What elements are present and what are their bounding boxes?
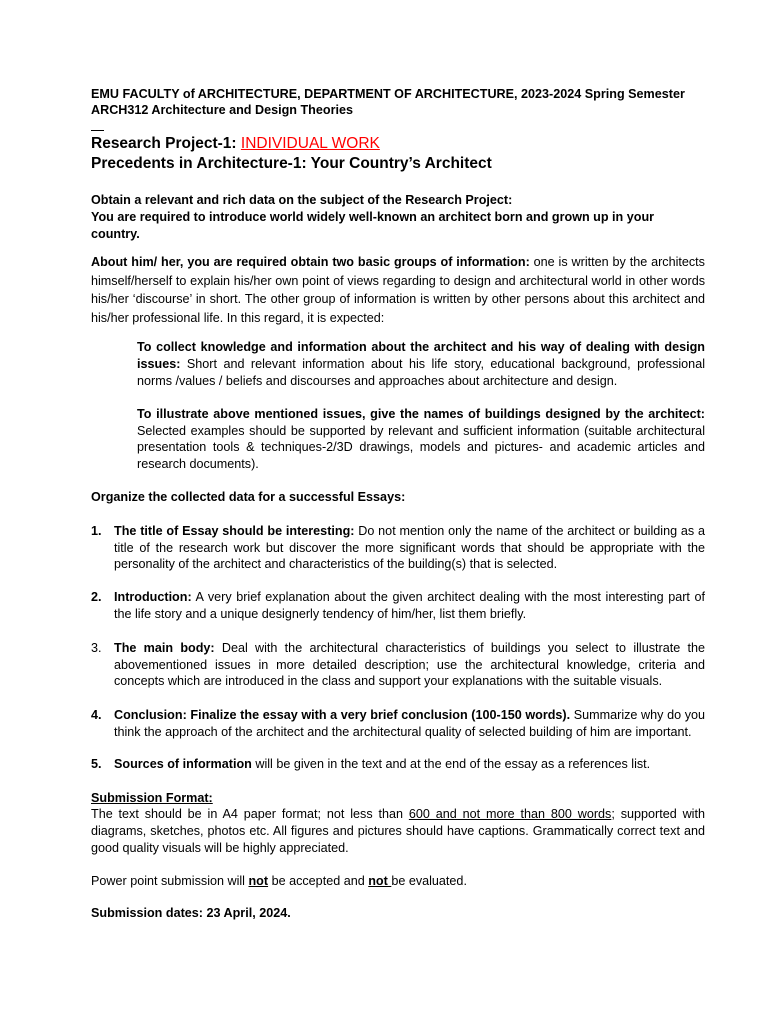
title-prefix: Research Project-1: [91, 135, 241, 152]
expectation-2-text: Selected examples should be supported by relevant and sufficient information (suitable architectural presentation tools & techniques-2/3D drawings, models and pictures- and academic articles and research documents). [137, 423, 705, 472]
expectation-1-bold: To collect knowledge and information about the architect and his way of dealing with design issues: [137, 340, 705, 372]
item-number: 5. [91, 756, 102, 771]
expectation-1 [137, 339, 705, 389]
item-number: 1. [91, 523, 102, 538]
item-text: Do not mention only the name of the architect or building as a title of the research work but discover the more significant words that should be appropriate with the personality of the architect and characteristics of the building(s) that is selected. [114, 523, 705, 572]
item-bold: The title of Essay should be interesting: [114, 523, 355, 538]
list-item [91, 756, 705, 773]
intro-block [91, 192, 705, 242]
header-line-1: EMU FACULTY of ARCHITECTURE, DEPARTMENT OF ARCHITECTURE, 2023-2024 Spring Semester [91, 87, 685, 101]
item-text: will be given in the text and at the end of the essay as a references list. [251, 756, 651, 771]
list-item [91, 640, 705, 690]
about-text: one is written by the architects himself/herself to explain his/her own point of views regarding to design and architectural world in other words his/her ‘discourse’ in short. The other group of information is written by other persons about this architect and his/her professional life. In this regard, it is expected: [91, 255, 705, 325]
document-page [91, 86, 705, 921]
item-bold: Introduction: [114, 590, 192, 605]
item-number: 4. [91, 708, 102, 723]
submission-heading: Submission Format: [91, 790, 213, 805]
list-item [91, 707, 705, 741]
ppt-a: Power point submission will [91, 873, 249, 888]
about-paragraph [91, 253, 705, 327]
item-number: 2. [91, 590, 102, 605]
title-highlight: INDIVIDUAL WORK [240, 135, 380, 152]
essay-guidelines-list [91, 523, 705, 773]
list-item [91, 523, 705, 573]
item-text: Summarize why do you think the approach of the architect and the architectural quality of selected building of him are important. [114, 708, 705, 739]
organize-heading: Organize the collected data for a successful Essays: [91, 489, 406, 504]
list-item [91, 589, 705, 623]
item-number: 3. [91, 640, 102, 655]
word-limit: 600 and not more than 800 words [408, 807, 612, 822]
item-bold: The main body: [114, 640, 215, 655]
project-title [91, 134, 705, 154]
expectation-2-bold: To illustrate above mentioned issues, give the names of buildings designed by the architect: [137, 406, 705, 421]
header-line-2: ARCH312 Architecture and Design Theories [91, 103, 353, 117]
submission-dates: Submission dates: 23 April, 2024. [91, 905, 291, 920]
ppt-not-1: not [248, 873, 269, 888]
ppt-b: be accepted and [268, 873, 369, 888]
project-subtitle: Precedents in Architecture-1: Your Country’s Architect [91, 155, 492, 172]
item-bold: Sources of information [114, 756, 252, 771]
item-text: Deal with the architectural characteristics of buildings you select to illustrate the abovementioned issues in more detailed description; use the architectural knowledge, criteria and concepts which are introduced in the class and support your explanations with the suitable visuals. [114, 640, 705, 689]
submission-text [91, 806, 705, 856]
powerpoint-note [91, 873, 705, 890]
course-header [91, 86, 705, 118]
expectation-1-text: Short and relevant information about his life story, educational background, professional norms /values / beliefs and discourses and approaches about architecture and design. [137, 357, 705, 388]
submission-text-b: ; supported with diagrams, sketches, photos etc. All figures and pictures should have captions. Grammatically correct text and good quality visuals will be highly appreciated. [91, 807, 705, 855]
item-bold: Conclusion: Finalize the essay with a very brief conclusion (100-150 words). [114, 708, 571, 723]
short-rule [91, 130, 104, 131]
intro-line-2: You are required to introduce world widely well-known an architect born and grown up in your country. [91, 209, 655, 241]
about-bold: About him/ her, you are required obtain two basic groups of information: [91, 255, 530, 270]
expectation-2 [137, 406, 705, 473]
ppt-c: be evaluated. [391, 873, 467, 888]
submission-text-a: The text should be in A4 paper format; not less than [91, 807, 409, 822]
item-text: A very brief explanation about the given architect dealing with the most interesting part of the life story and a unique designerly tendency of him/her, list them briefly. [114, 590, 705, 621]
intro-line-1: Obtain a relevant and rich data on the subject of the Research Project: [91, 193, 513, 207]
ppt-not-2: not [368, 873, 392, 888]
